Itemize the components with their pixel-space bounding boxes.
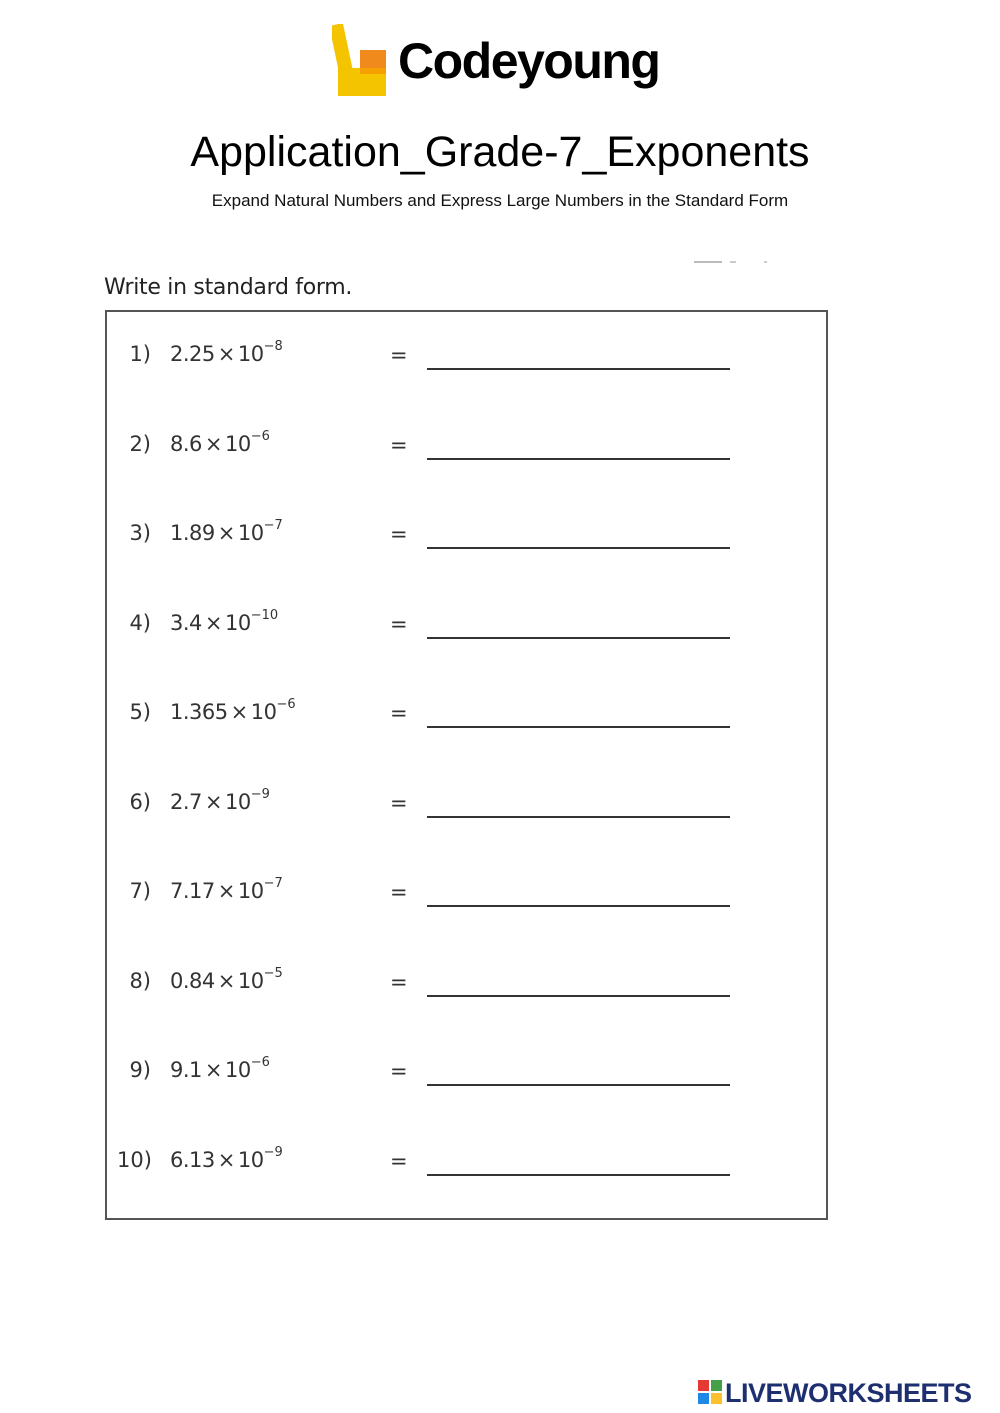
equals-sign: = <box>390 611 408 636</box>
exponent: −10 <box>250 607 279 623</box>
answer-blank[interactable] <box>427 905 730 907</box>
problem-row <box>107 312 826 367</box>
times-sign: × <box>217 1147 235 1172</box>
equals-sign: = <box>390 343 408 367</box>
equals-sign: = <box>390 1148 408 1173</box>
times-sign: × <box>217 879 235 903</box>
coefficient: 2.25 <box>170 342 215 366</box>
coefficient: 2.7 <box>170 789 202 814</box>
power-base: 10 <box>237 1147 264 1172</box>
power-base: 10 <box>225 789 251 814</box>
times-sign: × <box>204 789 223 814</box>
times-sign: × <box>204 1058 223 1082</box>
answer-blank[interactable] <box>427 1084 730 1086</box>
answer-blank[interactable] <box>427 726 730 728</box>
problem-number: 5) <box>129 700 151 724</box>
power-base: 10 <box>237 521 264 545</box>
problem-expression <box>170 607 279 635</box>
problem-expression <box>170 697 296 724</box>
page-subtitle: Expand Natural Numbers and Express Large Numbers in the Standard Form <box>211 191 789 210</box>
problem-number: 1) <box>129 342 151 366</box>
problem-row <box>107 581 826 636</box>
times-sign: × <box>204 431 223 456</box>
problem-expression <box>170 518 283 545</box>
problem-row <box>107 939 826 994</box>
coefficient: 8.6 <box>170 431 202 456</box>
footer-brand: LIVEWORKSHEETS <box>725 1378 972 1408</box>
instruction: Write in standard form. <box>104 275 353 300</box>
answer-blank[interactable] <box>427 368 730 370</box>
problem-number: 3) <box>129 521 151 545</box>
equals-sign: = <box>390 1059 408 1083</box>
codeyoung-logo-icon <box>332 24 390 98</box>
exponent: −5 <box>263 965 283 981</box>
problem-number: 10) <box>117 1147 152 1172</box>
problem-number: 6) <box>129 789 151 814</box>
equals-sign: = <box>390 432 408 457</box>
problem-number: 4) <box>129 610 151 635</box>
problem-expression <box>170 1055 270 1082</box>
exponent: −6 <box>250 1055 270 1070</box>
liveworksheets-logo-icon <box>697 1379 723 1405</box>
power-base: 10 <box>237 342 264 366</box>
problem-row <box>107 402 826 457</box>
coefficient: 6.13 <box>170 1147 215 1172</box>
problem-row <box>107 849 826 904</box>
problem-row <box>107 760 826 815</box>
problem-expression <box>170 1144 283 1172</box>
problem-expression <box>170 428 270 456</box>
exponent: −8 <box>263 339 283 354</box>
answer-blank[interactable] <box>427 816 730 818</box>
coefficient: 1.365 <box>170 700 228 724</box>
times-sign: × <box>217 521 235 545</box>
problem-expression <box>170 965 283 993</box>
problem-number: 7) <box>129 879 151 903</box>
exponent: −6 <box>250 428 270 444</box>
problem-number: 8) <box>129 968 151 993</box>
times-sign: × <box>217 342 235 366</box>
times-sign: × <box>230 700 248 724</box>
power-base: 10 <box>225 610 251 635</box>
equals-sign: = <box>390 880 408 904</box>
answer-blank[interactable] <box>427 1174 730 1176</box>
equals-sign: = <box>390 522 408 546</box>
liveworksheets-footer <box>697 1376 997 1408</box>
codeyoung-logo <box>330 22 690 102</box>
problem-expression <box>170 339 283 366</box>
equals-sign: = <box>390 701 408 725</box>
answer-blank[interactable] <box>427 637 730 639</box>
problem-row <box>107 491 826 546</box>
problems-box <box>105 310 828 1220</box>
equals-sign: = <box>390 790 408 815</box>
coefficient: 9.1 <box>170 1058 202 1082</box>
exponent: −9 <box>250 786 270 802</box>
times-sign: × <box>217 968 235 993</box>
page-title: Application_Grade-7_Exponents <box>190 128 810 176</box>
stray-marks <box>690 256 770 266</box>
exponent: −9 <box>263 1144 283 1160</box>
answer-blank[interactable] <box>427 547 730 549</box>
power-base: 10 <box>250 700 277 724</box>
exponent: −7 <box>263 518 283 533</box>
exponent: −6 <box>276 697 296 712</box>
power-base: 10 <box>225 1058 251 1082</box>
brand-name: Codeyoung <box>398 33 660 89</box>
problem-number: 2) <box>129 431 151 456</box>
coefficient: 7.17 <box>170 879 215 903</box>
answer-blank[interactable] <box>427 995 730 997</box>
problem-number: 9) <box>129 1058 151 1082</box>
problem-row <box>107 670 826 725</box>
times-sign: × <box>204 610 223 635</box>
coefficient: 0.84 <box>170 968 215 993</box>
power-base: 10 <box>237 879 264 903</box>
answer-blank[interactable] <box>427 458 730 460</box>
problem-row <box>107 1028 826 1083</box>
coefficient: 3.4 <box>170 610 202 635</box>
problem-expression <box>170 876 283 903</box>
equals-sign: = <box>390 969 408 994</box>
exponent: −7 <box>263 876 283 891</box>
power-base: 10 <box>237 968 264 993</box>
coefficient: 1.89 <box>170 521 215 545</box>
problem-expression <box>170 786 270 814</box>
power-base: 10 <box>225 431 251 456</box>
problem-row <box>107 1118 826 1173</box>
